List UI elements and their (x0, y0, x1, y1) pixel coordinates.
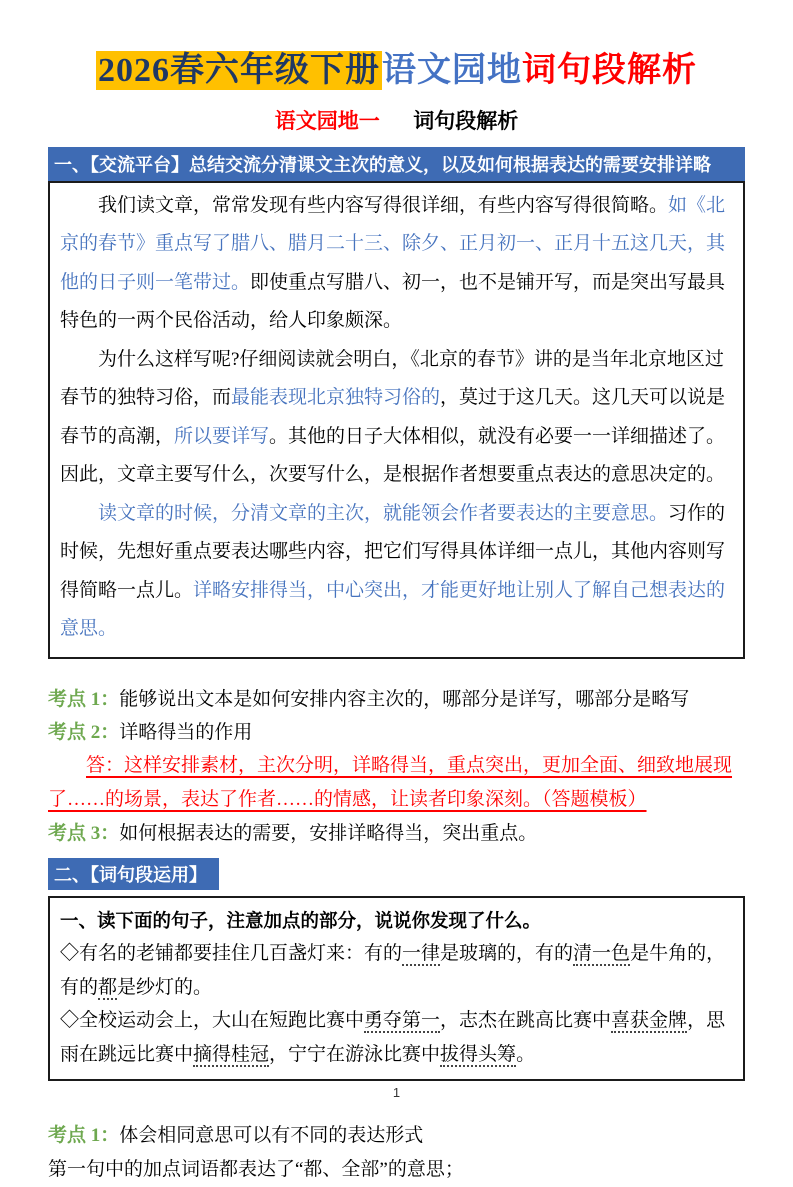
s1-plain-3: 是牛角的，有的 (60, 943, 726, 998)
section2-exercise-box (48, 896, 745, 1082)
p3-blue-2: 详略安排得当，中心突出，才能更好地让别人了解自己想表达的意思。 (60, 579, 726, 639)
p2-black-1: 为什么这样写呢?仔细阅读就会明白，《北京的春节》讲的是当年北京地区过春节的独特习俗，而 (60, 348, 724, 408)
doc-title (0, 0, 793, 93)
p1-black-2: 即使重点写腊八、初一，也不是铺开写，而是突出写最具特色的一两个民俗活动，给人印象颇深。 (60, 271, 726, 331)
exercise-title: 一、读下面的句子，注意加点的部分，说说你发现了什么。 (60, 909, 542, 931)
section2-finding: 第一句中的加点词语都表达了“都、全部”的意思； (48, 1159, 464, 1180)
s2-emphasis-2: 喜获金牌 (611, 1010, 688, 1031)
s1-emphasis-1: 一律 (402, 943, 441, 964)
p3-black-1: 习作的时候，先想好重点要表达哪些内容，把它们写得具体详细一点儿，其他内容则写得简略一点儿。 (60, 502, 726, 601)
paragraph-2 (60, 341, 733, 495)
exercise-sentence-1 (60, 937, 733, 1004)
kaodian-2-text: 详略得当的作用 (119, 721, 253, 743)
p1-black-1: 我们读文章，常常发现有些内容写得很详细，有些内容写得很简略。 (98, 194, 669, 216)
p1-blue-1: 如《北京的春节》重点写了腊八、腊月二十三、除夕、正月初一、正月十五这几天，其他的日子则一笔带过。 (60, 194, 726, 293)
kaodian-3-label: 考点 3： (48, 822, 120, 844)
p2-blue-2: 所以要详写 (174, 425, 270, 447)
section2-header-bar: 二、【词句段运用】 (48, 858, 219, 890)
subtitle-unit: 语文园地一 (274, 108, 380, 133)
title-blue-part: 语文园地 (382, 52, 522, 89)
subtitle-name: 词句段解析 (413, 108, 519, 133)
exercise-sentence-2 (60, 1004, 733, 1071)
title-red-part: 词句段解析 (522, 52, 697, 89)
section1-header-bar: 一、【交流平台】总结交流分清课文主次的意义，以及如何根据表达的需要安排详略 (48, 147, 745, 181)
s2-plain-4: ，宁宁在游泳比赛中 (269, 1043, 441, 1065)
kaodian-2-label: 考点 2： (48, 721, 120, 743)
s2-plain-2: ，志杰在跳高比赛中 (440, 1010, 612, 1031)
p2-blue-1: 最能表现北京独特习俗的 (231, 387, 441, 408)
s1-plain-2: 是玻璃的，有的 (440, 943, 574, 964)
kaodian-2-answer: 答：这样安排素材，主次分明，详略得当，重点突出，更加全面、细致地展现了……的场景，表达了作者……的情感，让读者印象深刻。（答题模板） (48, 754, 733, 810)
s2-plain-1: ◇全校运动会上，大山在短跑比赛中 (60, 1010, 365, 1031)
section2-header-wrap (48, 858, 745, 890)
s1-emphasis-3: 都 (98, 976, 118, 998)
s2-emphasis-4: 拔得头筹 (440, 1043, 517, 1065)
title-highlighted-part: 2026春六年级下册 (98, 52, 380, 89)
kaodian-1-text: 能够说出文本是如何安排内容主次的，哪部分是详写，哪部分是略写 (119, 688, 690, 710)
section1-kaodian-block (48, 683, 745, 850)
doc-subtitle (0, 105, 793, 135)
kaodian-1 (48, 683, 745, 716)
section2-kaodian-1-label: 考点 1： (48, 1125, 120, 1146)
s2-plain-5: 。 (516, 1043, 536, 1065)
s2-emphasis-1: 勇夺第一 (364, 1010, 441, 1031)
s2-emphasis-3: 摘得桂冠 (193, 1043, 270, 1065)
section2-kaodian-block (48, 1119, 745, 1187)
s1-plain-1: ◇有名的老铺都要挂住几百盏灯来：有的 (60, 943, 403, 964)
paragraph-3 (60, 495, 733, 649)
kaodian-2 (48, 716, 745, 749)
section1-text-box (48, 181, 745, 659)
section2-kaodian-1 (48, 1119, 745, 1153)
p3-blue-1: 读文章的时候，分清文章的主次，就能领会作者要表达的主要意思。 (98, 502, 669, 524)
page-number: 1 (392, 1085, 401, 1100)
kaodian-3-text: 如何根据表达的需要，安排详略得当，突出重点。 (119, 822, 538, 844)
p2-black-2: ，莫过于这几天。这几天可以说是春节的高潮， (60, 387, 726, 447)
s2-plain-3: ，思雨在跳远比赛中 (60, 1010, 726, 1065)
kaodian-1-label: 考点 1： (48, 688, 120, 710)
paragraph-1 (60, 187, 733, 341)
section2-kaodian-1-text: 体会相同意思可以有不同的表达形式 (119, 1125, 424, 1146)
s1-plain-4: 是纱灯的。 (117, 976, 213, 998)
kaodian-3 (48, 817, 745, 850)
s1-emphasis-2: 清一色 (573, 943, 631, 964)
p2-black-3: 。其他的日子大体相似，就没有必要一一详细描述了。因此，文章主要写什么，次要写什么，是根据作者想要重点表达的意思决定的。 (60, 425, 726, 485)
